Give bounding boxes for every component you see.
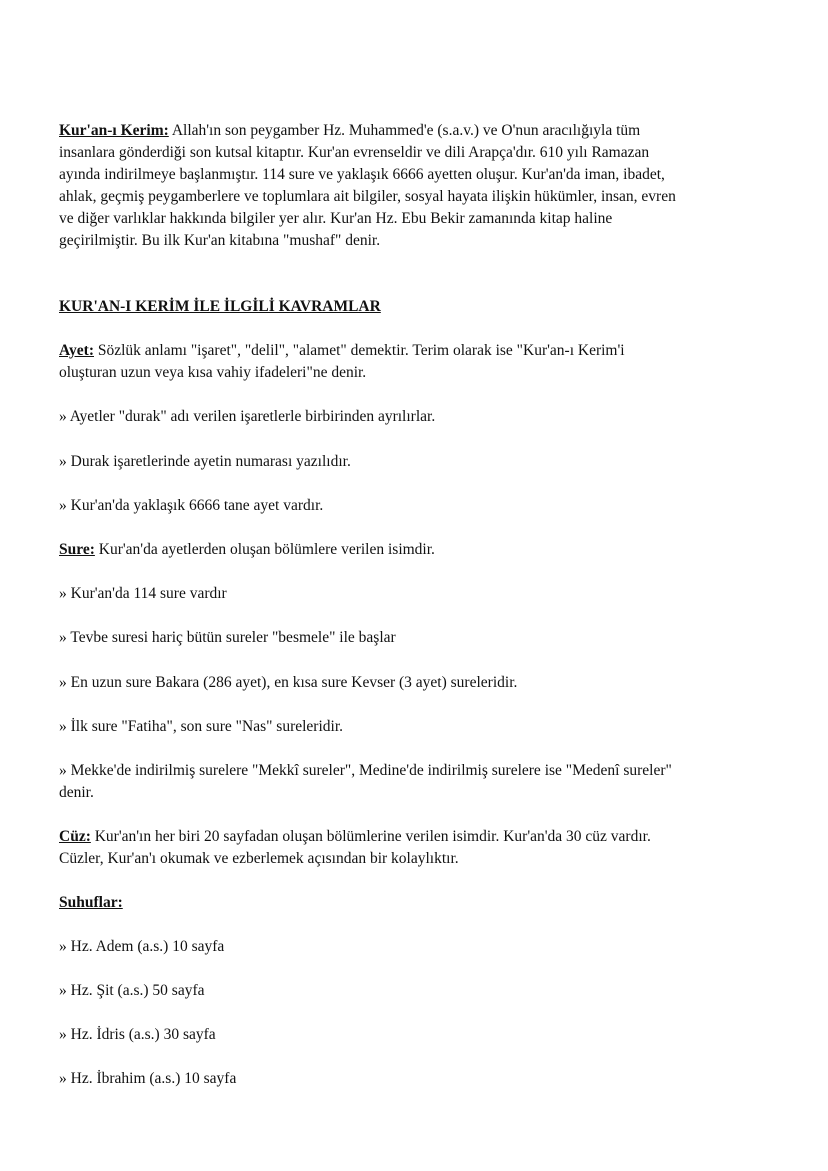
sure-term: Sure: [59,541,95,558]
suhuflar-bullet: » Hz. Adem (a.s.) 10 sayfa [59,938,225,955]
ayet-bullet: » Kur'an'da yaklaşık 6666 tane ayet vardır. [59,497,324,514]
intro-paragraph [59,120,759,252]
ayet-term: Ayet: [59,342,94,359]
ayet-bullet: » Durak işaretlerinde ayetin numarası yazılıdır. [59,453,351,470]
intro-line: ayında indirilmeye başlanmıştır. 114 sure ve yaklaşık 6666 ayetten oluşur. Kur'an'da iman, ibadet, [59,166,665,183]
sure-bullet: » Tevbe suresi hariç bütün sureler "besmele" ile başlar [59,629,396,646]
intro-line: Allah'ın son peygamber Hz. Muhammed'e (s.a.v.) ve O'nun aracılığıyla tüm [171,122,641,139]
cuz-term: Cüz: [59,828,91,845]
sure-paragraph [59,539,759,561]
suhuflar-heading [59,892,759,914]
cuz-line: Cüzler, Kur'an'ı okumak ve ezberlemek açısından bir kolaylıktır. [59,850,459,867]
intro-line: ahlak, geçmiş peygamberlere ve toplumlara ait bilgiler, sosyal hayata ilişkin hükümler, insan, evren [59,188,676,205]
sure-mekki-line: denir. [59,784,94,801]
intro-line: geçirilmiştir. Bu ilk Kur'an kitabına "mushaf" denir. [59,232,381,249]
ayet-line: oluşturan uzun veya kısa vahiy ifadeleri"ne denir. [59,364,367,381]
ayet-paragraph [59,340,759,384]
sure-bullet: » En uzun sure Bakara (286 ayet), en kısa sure Kevser (3 ayet) sureleridir. [59,674,518,691]
cuz-paragraph [59,826,759,870]
sure-mekki-paragraph [59,760,759,804]
intro-line: ve diğer varlıklar hakkında bilgiler yer alır. Kur'an Hz. Ebu Bekir zamanında kitap haline [59,210,613,227]
suhuflar-term: Suhuflar: [59,894,123,911]
suhuflar-bullet: » Hz. İbrahim (a.s.) 10 sayfa [59,1070,237,1087]
suhuflar-bullet: » Hz. İdris (a.s.) 30 sayfa [59,1026,216,1043]
suhuflar-bullet: » Hz. Şit (a.s.) 50 sayfa [59,982,205,999]
sure-bullet: » İlk sure "Fatiha", son sure "Nas" sureleridir. [59,718,344,735]
sure-bullet: » Kur'an'da 114 sure vardır [59,585,227,602]
intro-line: insanlara gönderdiği son kutsal kitaptır. Kur'an evrenseldir ve dili Arapça'dır. 610 yılı Ramazan [59,144,650,161]
sure-text: Kur'an'da ayetlerden oluşan bölümlere verilen isimdir. [98,541,435,558]
intro-term: Kur'an-ı Kerim: [59,122,169,139]
ayet-line: Sözlük anlamı "işaret", "delil", "alamet" demektir. Terim olarak ise "Kur'an-ı Kerim'i [97,342,625,359]
sure-mekki-line: » Mekke'de indirilmiş surelere "Mekkî sureler", Medine'de indirilmiş surelere ise "Medenî sureler" [59,762,672,779]
section-heading: KUR'AN-I KERİM İLE İLGİLİ KAVRAMLAR [59,298,381,315]
cuz-line: Kur'an'ın her biri 20 sayfadan oluşan bölümlerine verilen isimdir. Kur'an'da 30 cüz vardır. [94,828,651,845]
ayet-bullet: » Ayetler "durak" adı verilen işaretlerle birbirinden ayrılırlar. [59,408,436,425]
